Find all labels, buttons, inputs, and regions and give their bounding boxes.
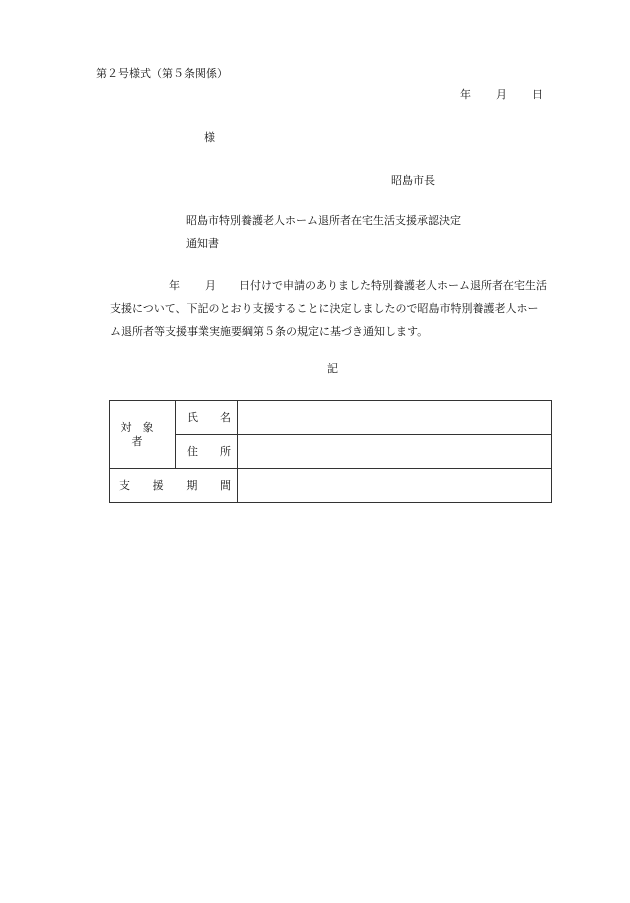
period-label-3: 期 bbox=[186, 478, 198, 492]
body-line-1-rest: 日付けで申請のありました特別養護老人ホーム退所者在宅生活 bbox=[239, 279, 547, 292]
address-value-cell[interactable] bbox=[238, 435, 552, 469]
address-label-cell bbox=[176, 435, 238, 469]
period-label-cell bbox=[110, 469, 238, 503]
title-line-2: 通知書 bbox=[186, 237, 219, 250]
period-label-2: 援 bbox=[152, 478, 164, 492]
period-label-1: 支 bbox=[119, 478, 130, 492]
date-day: 日 bbox=[532, 88, 543, 101]
issuer-name: 昭島市長 bbox=[391, 174, 435, 187]
name-value-cell[interactable] bbox=[238, 401, 552, 435]
name-label-1: 氏 bbox=[187, 410, 198, 424]
body-line-1 bbox=[110, 279, 547, 293]
address-label-1: 住 bbox=[187, 444, 198, 458]
address-label-2: 所 bbox=[220, 444, 231, 458]
period-label-4: 間 bbox=[219, 478, 231, 492]
form-number: 第２号様式（第５条関係） bbox=[96, 67, 228, 80]
date-year: 年 bbox=[460, 88, 471, 101]
details-table bbox=[109, 400, 552, 503]
date-line bbox=[460, 88, 543, 102]
body-line-3: ム退所者等支援事業実施要綱第５条の規定に基づき通知します。 bbox=[110, 325, 429, 338]
subject-label: 対象者 bbox=[110, 401, 176, 469]
body-month: 月 bbox=[205, 279, 216, 292]
name-label-cell bbox=[176, 401, 238, 435]
body-line-2: 支援について、下記のとおり支援することに決定しましたので昭島市特別養護老人ホー bbox=[110, 302, 539, 315]
body-year: 年 bbox=[169, 279, 180, 292]
name-label-2: 名 bbox=[220, 410, 231, 424]
addressee-suffix: 様 bbox=[204, 131, 215, 144]
date-month: 月 bbox=[496, 88, 507, 101]
period-value-cell[interactable] bbox=[238, 469, 552, 503]
title-line-1: 昭島市特別養護老人ホーム退所者在宅生活支援承認決定 bbox=[186, 214, 461, 227]
ki-heading: 記 bbox=[327, 362, 338, 375]
